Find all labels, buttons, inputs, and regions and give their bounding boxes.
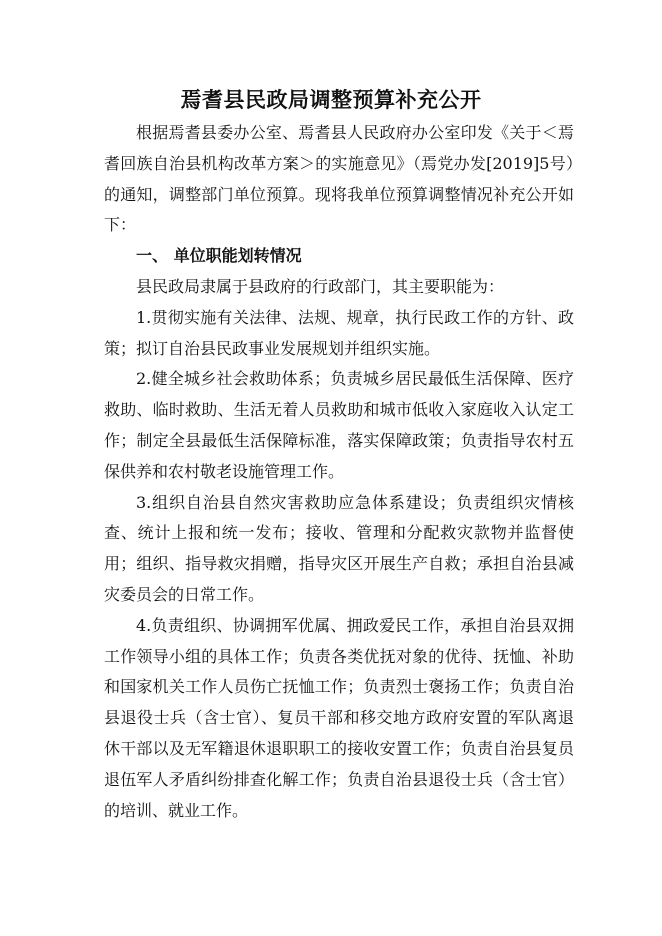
duty-item-2: 2.健全城乡社会救助体系；负责城乡居民最低生活保障、医疗救助、临时救助、生活无着人员救助和城市低收入家庭收入认定工作；制定全县最低生活保障标准，落实保障政策；负责指导农村五保供养和农村敬老设施管理工作。 (104, 369, 574, 481)
document-title: 焉耆县民政局调整预算补充公开 (180, 88, 482, 112)
duty-item-4: 4.负责组织、协调拥军优属、拥政爱民工作，承担自治县双拥工作领导小组的具体工作；负责各类优抚对象的优待、抚恤、补助和国家机关工作人员伤亡抚恤工作；负责烈士褒扬工作；负责自治县退役士兵（含士官）、复员干部和移交地方政府安置的军队离退休干部以及无军籍退休退职职工的接收安置工作；负责自治县复员退伍军人矛盾纠纷排查化解工作；负责自治县退役士兵（含士官）的培训、就业工作。 (104, 615, 574, 820)
duty-item-1: 1.贯彻实施有关法律、法规、规章，执行民政工作的方针、政策；拟订自治县民政事业发展规划并组织实施。 (104, 307, 574, 358)
section-lead-paragraph: 县民政局隶属于县政府的行政部门，其主要职能为： (136, 276, 505, 296)
duty-item-3: 3.组织自治县自然灾害救助应急体系建设；负责组织灾情核查、统计上报和统一发布；接收、管理和分配救灾款物并监督使用；组织、指导救灾捐赠，指导灾区开展生产自救；承担自治县减灾委员会的日常工作。 (104, 492, 574, 604)
document-body (104, 118, 574, 826)
section-heading: 一、 单位职能划转情况 (136, 246, 302, 266)
intro-paragraph: 根据焉耆县委办公室、焉耆县人民政府办公室印发《关于＜焉耆回族自治县机构改革方案＞的实施意见》（焉党办发[2019]5号）的通知，调整部门单位预算。现将我单位预算调整情况补充公开如下： (104, 123, 574, 235)
